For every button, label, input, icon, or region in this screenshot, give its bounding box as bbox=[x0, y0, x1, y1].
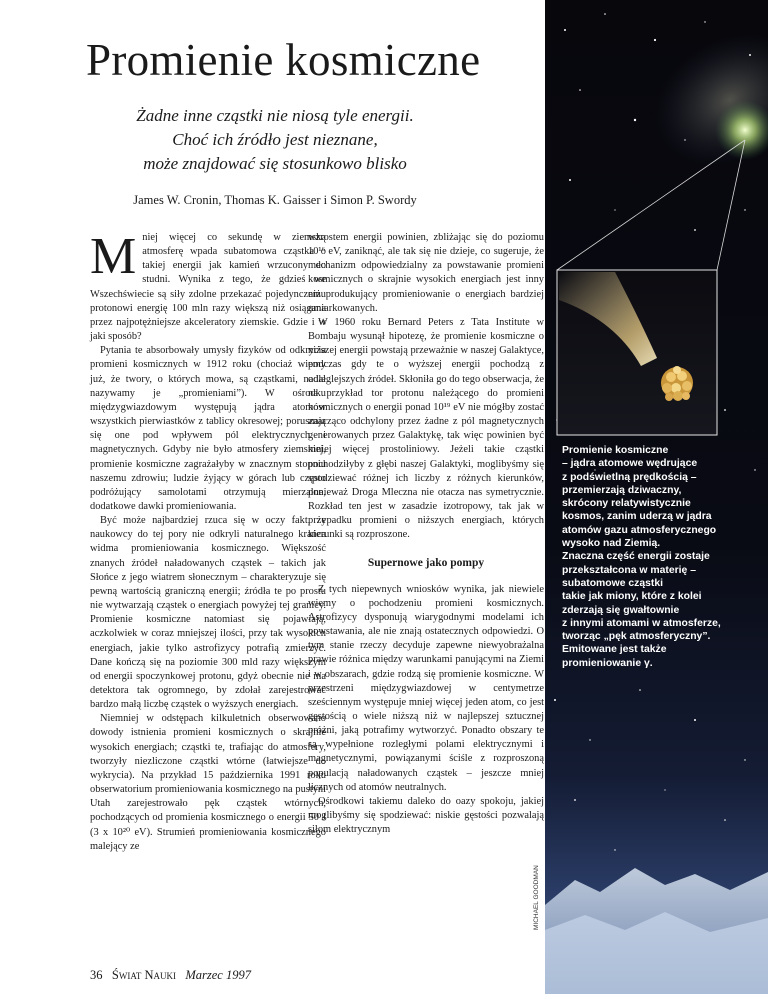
article-authors: James W. Cronin, Thomas K. Gaisser i Simon P. Swordy bbox=[133, 193, 417, 207]
caption-line: kosmos, zanim uderzą w jądra bbox=[562, 511, 712, 523]
page-number: 36 bbox=[90, 968, 103, 982]
drop-cap: M bbox=[90, 228, 137, 285]
section-heading: Supernowe jako pompy bbox=[367, 557, 485, 570]
caption-line: skrócony relatywistycznie bbox=[562, 498, 691, 510]
article-subtitle bbox=[60, 104, 490, 176]
caption-line: Znaczna część energii zostaje bbox=[562, 551, 710, 563]
caption-line: atomów gazu atmosferycznego bbox=[562, 524, 717, 536]
paragraph: Ośrodkowi takiemu daleko do oazy spokoju, jakiej moglibyśmy się spodziewać: niskie gęstości pozwalają siłom elektrycznym bbox=[308, 795, 544, 836]
inset-box bbox=[557, 270, 717, 435]
paragraph: Mniej więcej co sekundę w ziemską atmosferę wpada subatomowa cząstka o takiej energii jak kamień wrzucony do studni. Wynika z tego, że gdzieś we Wszechświecie są siły zdolne przekazać pojedynczemu protonowi energię 100 mln razy większą niż osiągana przez najpotężniejsze akceleratory ziemskie. Gdzie i w jaki sposób? bbox=[90, 228, 326, 343]
figure-caption bbox=[562, 444, 762, 670]
issue-date: Marzec 1997 bbox=[185, 968, 251, 982]
magazine-name: Świat Nauki bbox=[111, 968, 176, 982]
text-column-2 bbox=[308, 231, 544, 837]
caption-line: wysoko nad Ziemią. bbox=[562, 538, 661, 550]
article-title: Promienie kosmiczne bbox=[86, 35, 481, 85]
illustration-credit bbox=[533, 920, 543, 930]
comet-glow bbox=[631, 8, 768, 192]
subtitle-line: może znajdować się stosunkowo blisko bbox=[143, 154, 407, 173]
paragraph: Pytania te absorbowały umysły fizyków od odkrycia promieni kosmicznych w 1912 roku (chociaż wiemy już, że twory, o których mowa, są cząstkami, nadal nazywamy je „promieniami”). W ośrodku międzygwiazdowym występują jądra atomów wszystkich pierwiastków z tablicy okresowej; poruszają się one pod wpływem pól elektrycznych i magnetycznych. Gdyby nie było atmosfery ziemskiej, promienie kosmiczne zagrażałyby w znacznym stopniu naszemu zdrowiu; ludzie żyjący w górach lub często podróżujący samolotami otrzymują mierzalne, dodatkowe dawki promieniowania. bbox=[90, 345, 326, 512]
caption-line: przekształcona w materię – bbox=[562, 564, 696, 576]
caption-line: zderzają się gwałtownie bbox=[562, 604, 680, 616]
caption-line: – jądra atomowe wędrujące bbox=[562, 458, 698, 470]
paragraph: Być może najbardziej rzuca się w oczy fakt, że naukowcy do tej pory nie odkryli naturalnego krańca widma promieniowania kosmicznego. Większość znanych źródeł naładowanych cząstek – takich jak Słońce z jego wiatrem słonecznym – charakteryzuje się pewną wartością graniczną energii; źródła te po prostu nie wytwarzają cząstek o energiach powyżej tej granicy. Promienie kosmiczne natomiast się pojawiają, aczkolwiek w coraz mniejszej ilości, przy tak wysokich energiach, jakie tylko astrofizycy potrafią zmierzyć. Dane kończą się na poziomie 300 mld razy większym od energii spoczynkowej protonu, gdyż obecnie nie ma detektora tak ogromnego, by zdołał zarejestrować bardzo małą liczbę cząstek o wyższych energiach. bbox=[90, 515, 326, 711]
subtitle-line: Żadne inne cząstki nie niosą tyle energii. bbox=[136, 106, 414, 125]
caption-line: takie jak miony, które z kolei bbox=[562, 591, 702, 603]
caption-line: Promienie kosmiczne bbox=[562, 445, 669, 456]
caption-line: Emitowane jest także bbox=[562, 644, 667, 656]
caption-line: promieniowanie γ. bbox=[562, 657, 653, 669]
caption-line: tworząc „pęk atmosferyczny”. bbox=[562, 631, 711, 643]
paragraph: Niemniej w odstępach kilkuletnich obserwowano dowody istnienia promieni kosmicznych o skrajnie wysokich energiach; cząstki te, trafiając do atmosfery, tworzyły niezliczone cząstki wtórne (łatwiejsze do wykrycia). Na przykład 15 października 1991 roku obserwatorium promieniowania kosmicznego na pustyni Utah zarejestrowało pęk cząstek wtórnych, pochodzących od promienia kosmicznego o energii 50 J (3 x 10²⁰ eV). Strumień promieniowania kosmicznego malejący ze bbox=[90, 713, 326, 852]
paragraph: wzrostem energii powinien, zbliżając się do poziomu 10¹⁶ eV, zaniknąć, ale tak się nie dzieje, co sugeruje, że mechanizm odpowiedzialny za powstawanie promieni kosmicznych o skrajnie wysokich energiach jest inny niż produkujący promieniowanie o energiach bardziej umiarkowanych. bbox=[308, 232, 544, 314]
text-column-1 bbox=[90, 228, 326, 854]
paragraph: W 1960 roku Bernard Peters z Tata Institute w Bombaju wysunął hipotezę, że promienie kosmiczne o niższej energii powstają przeważnie w naszej Galaktyce, podczas gdy te o wyższej energii pochodzą z odleglejszych źródeł. Skłoniła go do tego obserwacja, że na przykład tor protonu należącego do promieni kosmicznych o energii ponad 10¹⁹ eV nie mógłby zostać znacząco odchylony przez żadne z pól magnetycznych generowanych przez Galaktykę, tak więc powinien być mniej więcej prostoliniowy. Jeżeli takie cząstki pochodziłyby z głębi naszej Galaktyki, moglibyśmy się spodziewać różnej ich liczby z różnych kierunków, ponieważ Droga Mleczna nie otacza nas symetrycznie. Rozkład ten jest w zasadzie izotropowy, tak jak w przypadku promieni o niższych energiach, których kierunki są rozproszone. bbox=[308, 316, 544, 541]
paragraph: Z tych niepewnych wniosków wynika, jak niewiele wiemy o pochodzeniu promieni kosmicznych. Astrofizycy dysponują wiarygodnymi modelami ich powstawania, ale nie znają ostatecznych odpowiedzi. O tym stanie rzeczy decyduje zapewne niewyobrażalna prawie różnica między warunkami panującymi na Ziemi i w obszarach, gdzie rodzą się promienie kosmiczne. W przestrzeni międzygwiazdowej w centymetrze sześciennym występuje mniej więcej jeden atom, co jest gęstością o wiele niższą niż w najlepszej sztucznej próżni, jaką potrafimy wytworzyć. Ponadto obszary te są wypełnione rozległymi polami elektrycznymi i magnetycznymi, powiązanymi ściśle z rozproszoną populacją naładowanych cząstek – jeszcze mniej licznych od atomów neutralnych. bbox=[308, 583, 544, 793]
page-footer bbox=[90, 968, 251, 983]
caption-line: przemierzają dziwaczny, bbox=[562, 484, 682, 496]
mountain-horizon bbox=[545, 868, 768, 994]
caption-line: z innymi atomami w atmosferze, bbox=[562, 617, 721, 629]
subtitle-line: Choć ich źródło jest nieznane, bbox=[172, 130, 378, 149]
caption-line: subatomowe cząstki bbox=[562, 577, 664, 589]
zoom-lines bbox=[557, 140, 745, 270]
caption-line: z podświetlną prędkością – bbox=[562, 471, 697, 483]
